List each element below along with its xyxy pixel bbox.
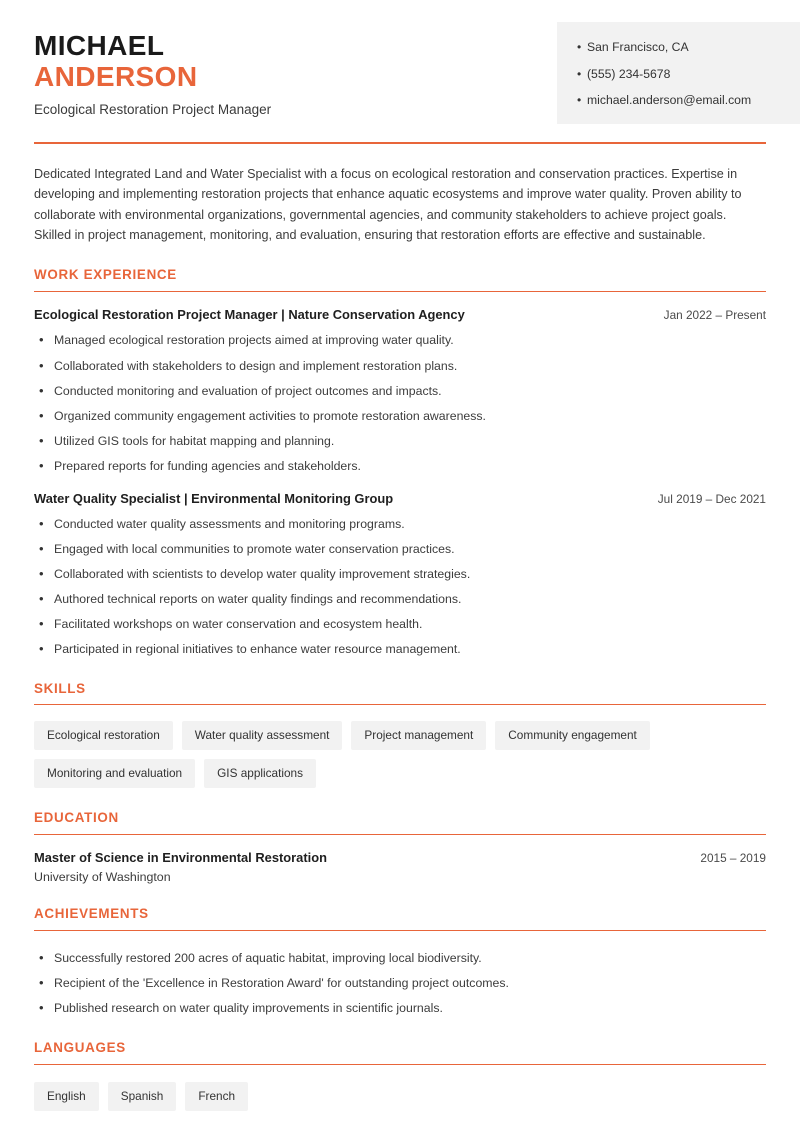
contact-phone-text: (555) 234-5678	[587, 66, 671, 81]
work-entry-title: Water Quality Specialist | Environmental Monitoring Group	[34, 490, 394, 506]
section-languages	[34, 1040, 766, 1111]
section-title-work-experience: WORK EXPERIENCE	[34, 267, 177, 283]
education-entry-head	[34, 850, 766, 865]
job-title: Ecological Restoration Project Manager	[34, 101, 272, 117]
section-achievements	[34, 906, 766, 1018]
work-entry-title: Ecological Restoration Project Manager | Nature Conservation Agency	[34, 307, 465, 323]
achievements-list	[34, 949, 766, 1018]
section-title-education: EDUCATION	[34, 809, 119, 825]
skill-chip: Community engagement	[495, 721, 650, 750]
contact-location-text: San Francisco, CA	[587, 40, 689, 54]
list-item: • Published research on water quality improvements in scientific journals.	[52, 999, 766, 1018]
bullet-icon: •	[577, 93, 582, 108]
skill-chip: Ecological restoration	[34, 721, 173, 750]
list-item: • Collaborated with stakeholders to design and implement restoration plans.	[52, 357, 766, 376]
contact-email[interactable]	[577, 93, 786, 108]
work-entry	[34, 491, 766, 659]
section-skills	[34, 681, 766, 788]
list-item: • Facilitated workshops on water conservation and ecosystem health.	[52, 615, 766, 634]
last-name: ANDERSON	[34, 61, 198, 93]
education-entry	[34, 850, 766, 884]
skill-chip: Water quality assessment	[182, 721, 343, 750]
resume-header	[0, 0, 800, 124]
list-item: • Utilized GIS tools for habitat mapping and planning.	[52, 432, 766, 451]
list-item: • Conducted monitoring and evaluation of project outcomes and impacts.	[52, 382, 766, 401]
section-divider	[34, 834, 766, 835]
resume-body	[0, 144, 800, 1111]
bullet-icon: •	[577, 40, 582, 54]
section-divider	[34, 1064, 766, 1065]
list-item: • Conducted water quality assessments and monitoring programs.	[52, 515, 766, 534]
language-chip: English	[34, 1082, 99, 1111]
skill-chip: Project management	[351, 721, 486, 750]
contact-location	[577, 40, 786, 55]
languages-chip-list	[34, 1082, 734, 1111]
contact-phone	[577, 67, 786, 82]
section-title-languages: LANGUAGES	[34, 1040, 126, 1056]
bullet-icon: •	[577, 66, 582, 81]
section-divider	[34, 930, 766, 931]
education-degree: Master of Science in Environmental Restoration	[34, 849, 327, 865]
list-item: • Authored technical reports on water quality findings and recommendations.	[52, 590, 766, 609]
work-entry	[34, 307, 766, 475]
list-item: • Recipient of the 'Excellence in Restoration Award' for outstanding project outcomes.	[52, 974, 766, 993]
list-item: • Engaged with local communities to promote water conservation practices.	[52, 540, 766, 559]
section-work-experience	[34, 267, 766, 659]
list-item: • Managed ecological restoration projects aimed at improving water quality.	[52, 331, 766, 350]
education-date: 2015 – 2019	[700, 850, 766, 865]
first-name: MICHAEL	[34, 30, 165, 61]
contact-block	[557, 22, 800, 124]
work-entry-bullets	[34, 515, 766, 659]
list-item: • Successfully restored 200 acres of aquatic habitat, improving local biodiversity.	[52, 949, 766, 968]
language-chip: French	[185, 1082, 248, 1111]
section-title-achievements: ACHIEVEMENTS	[34, 905, 149, 921]
section-divider	[34, 291, 766, 292]
contact-email-text: michael.anderson@email.com	[587, 93, 752, 108]
work-entry-date: Jul 2019 – Dec 2021	[657, 491, 766, 506]
work-entry-head	[34, 307, 766, 322]
skill-chip: Monitoring and evaluation	[34, 759, 195, 788]
section-title-skills: SKILLS	[34, 681, 86, 697]
list-item: • Prepared reports for funding agencies and stakeholders.	[52, 457, 766, 476]
professional-summary: Dedicated Integrated Land and Water Specialist with a focus on ecological restoration and conservation practices. Expertise in developing and implementing restoration projects that enhance aquatic ecosystems and improve water quality. Proven ability to collaborate with environmental organizations, governmental agencies, and community stakeholders to achieve project goals. Skilled in project management, monitoring, and evaluation, ensuring that restoration efforts are effective and sustainable.	[34, 166, 742, 243]
skill-chip: GIS applications	[204, 759, 316, 788]
work-entry-bullets	[34, 331, 766, 475]
language-chip: Spanish	[108, 1082, 177, 1111]
section-divider	[34, 704, 766, 705]
education-school: University of Washington	[34, 869, 171, 884]
work-entry-date: Jan 2022 – Present	[663, 308, 766, 323]
work-entry-head	[34, 491, 766, 506]
header-identity	[0, 22, 557, 117]
list-item: • Collaborated with scientists to develop water quality improvement strategies.	[52, 565, 766, 584]
skills-chip-list	[34, 721, 734, 788]
section-education	[34, 810, 766, 884]
list-item: • Participated in regional initiatives to enhance water resource management.	[52, 640, 766, 659]
list-item: • Organized community engagement activities to promote restoration awareness.	[52, 407, 766, 426]
